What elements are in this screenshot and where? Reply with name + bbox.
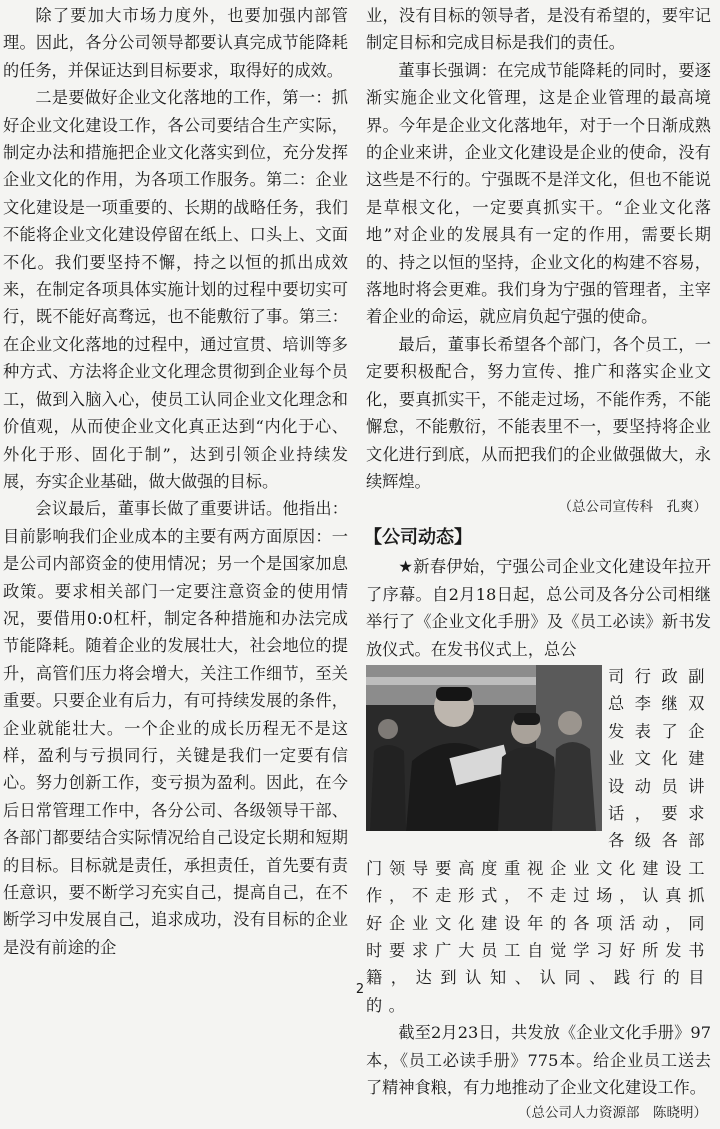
- right-paragraph-1: 业，没有目标的领导者，是没有希望的，要牢记制定目标和完成目标是我们的责任。: [366, 6, 711, 53]
- left-paragraph-3: 会议最后，董事长做了重要讲话。他指出：目前影响我们企业成本的主要有两方面原因：一是公司内部资金的使用情况；另一个是国家加息政策。要求相关部门一定要注意资金的使用情况，要借用0:0杠杆，制定各种措施和办法完成节能降耗。随着企业的发展壮大，社会地位的提升，高管们压力将会增大，关注工作细节，至关重要。只要企业有后力，有可持续发展的条件，企业就能壮大。一个企业的成长历程无不是这样，盈利与亏损同行，关键是我们一定要有信心。努力创新工作，变亏损为盈利。因此，在今后日常管理工作中，各分公司、各级领导干部、各部门都要结合实际情况给自己设定长期和短期的目标。目标就是责任，承担责任，首先要有责任意识，要不断学习充实自己，提高自己，在不断学习中发展自己，追求成功，没有目标的企业是没有前途的企: [3, 499, 348, 957]
- star-icon: ★: [398, 557, 414, 577]
- event-photo: [366, 665, 602, 831]
- page-number: 2: [355, 982, 365, 997]
- news-paragraph-1b-text: 司行政副总李继双发表了企业文化建设动员讲话，要求各级各部门领导要高度重视企业文化建设工作，不走形式，不走过场，认真抓好企业文化建设年的各项活动，同时要求广大员工自觉学习好所发书籍，达到认知、认同、践行的目的。: [366, 666, 711, 1015]
- news-paragraph-1-text: 新春伊始，宁强公司企业文化建设年拉开了序幕。自2月18日起，总公司及各分公司相继举行了《企业文化手册》及《员工必读》新书发放仪式。在发书仪式上，总公: [366, 557, 712, 659]
- event-photo-image: [366, 665, 602, 831]
- left-paragraph-2: 二是要做好企业文化落地的工作，第一：抓好企业文化建设工作，各公司要结合生产实际，制定办法和措施把企业文化落实到位，充分发挥企业文化的作用，为各项工作服务。第二：企业文化建设是一项重要的、长期的战略任务，我们不能将企业文化建设停留在纸上、口头上、文面不化。我们要坚持不懈，持之以恒的抓出成效来，在制定各项具体实施计划的过程中要切实可行，既不能好高骛远，也不能敷衍了事。第三：在企业文化落地的过程中，通过宣贯、培训等多种方式、方法将企业文化理念贯彻到企业每个员工，做到入脑入心，使员工认同企业文化理念和价值观，从而使企业文化真正达到“内化于心、外化于形、固化于制”，达到引领企业持续发展，夯实企业基础，做大做强的目标。: [3, 88, 348, 491]
- right-paragraph-3: 最后，董事长希望各个部门，各个员工，一定要积极配合，努力宣传、推广和落实企业文化，要真抓实干，不能走过场，不能作秀，不能懈怠，不能敷衍，不能表里不一，要坚持将企业文化进行到底，从而把我们的企业做强做大，永续辉煌。: [366, 334, 711, 491]
- news-paragraph-1: [366, 553, 711, 663]
- left-paragraph-1: 除了要加大市场力度外，也要加强内部管理。因此，各分公司领导都要认真完成节能降耗的任务，并保证达到目标要求，取得好的成效。: [3, 6, 348, 80]
- left-column: [3, 2, 348, 961]
- news-paragraph-2: 截至2月23日，共发放《企业文化手册》97本，《员工必读手册》775本。给企业员工送去了精神食粮，有力地推动了企业文化建设工作。: [366, 1023, 711, 1098]
- right-paragraph-2: 董事长强调：在完成节能降耗的同时，要逐渐实施企业文化管理，这是企业管理的最高境界。今年是企业文化落地年，对于一个日渐成熟的企业来讲，企业文化建设是企业的使命，没有这些是不行的。宁强既不是洋文化，但也不能说是草根文化，一定要真抓实干。“企业文化落地”对企业的发展具有一定的作用，需要长期的、持之以恒的坚持，企业文化的构建不容易，落地时将会更难。我们身为宁强的管理者，主宰着企业的命运，就应肩负起宁强的使命。: [366, 60, 711, 327]
- section-title-company-news: 【公司动态】: [364, 527, 472, 549]
- byline-hr: （总公司人力资源部 陈晓明）: [518, 1105, 707, 1122]
- right-column: [366, 2, 711, 1129]
- byline-publicity: （总公司宣传科 孔爽）: [558, 499, 707, 516]
